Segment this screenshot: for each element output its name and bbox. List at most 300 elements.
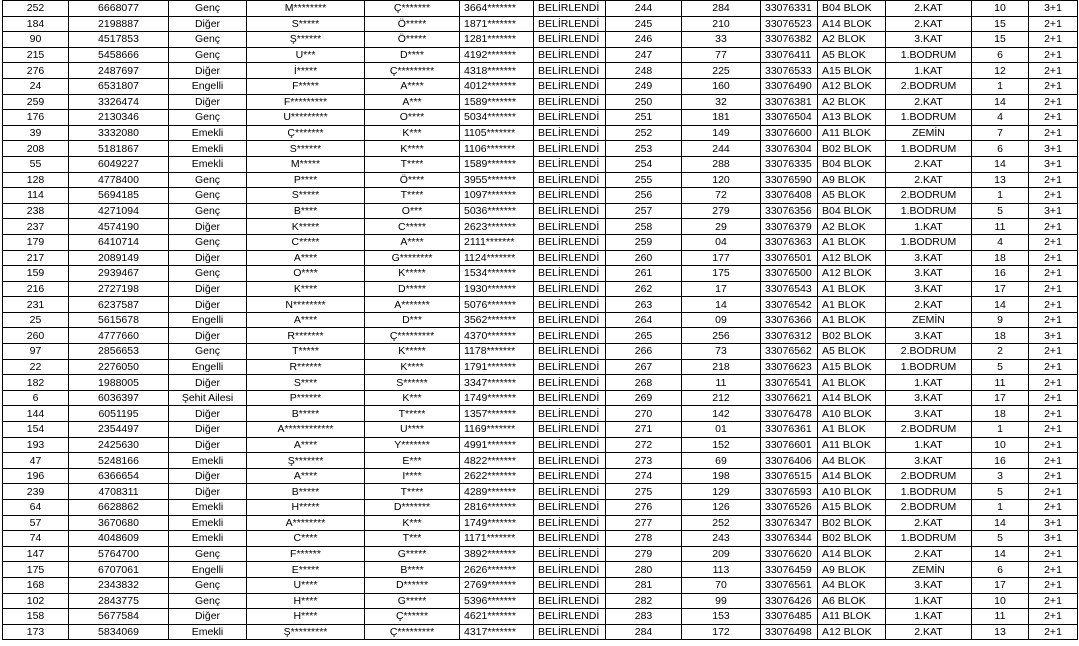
- table-row: [3, 47, 1078, 63]
- table-row: [3, 500, 1078, 516]
- cell-blok: A5 BLOK: [818, 188, 886, 204]
- cell-bagimsiz-bolum-no: 33076523: [761, 16, 818, 32]
- cell-ad: A************: [247, 422, 365, 438]
- cell-sira-no: 193: [3, 437, 69, 453]
- cell-konut-no: 288: [682, 156, 761, 172]
- cell-tc-no: 3955*******: [460, 172, 534, 188]
- cell-kura-sira: 278: [606, 531, 682, 547]
- cell-kat: 2.KAT: [886, 297, 972, 313]
- cell-kat: 1.KAT: [886, 593, 972, 609]
- cell-daire-no: 16: [972, 453, 1029, 469]
- cell-sira-no: 168: [3, 577, 69, 593]
- cell-konut-no: 252: [682, 515, 761, 531]
- cell-daire-no: 1: [972, 500, 1029, 516]
- cell-sira-no: 47: [3, 453, 69, 469]
- cell-sira-no: 158: [3, 609, 69, 625]
- cell-tc-no: 1871*******: [460, 16, 534, 32]
- cell-ad: A****: [247, 437, 365, 453]
- cell-blok: A9 BLOK: [818, 172, 886, 188]
- cell-tip: 3+1: [1029, 328, 1078, 344]
- cell-sira-no: 144: [3, 406, 69, 422]
- cell-basvuru-no: 2130346: [69, 110, 169, 126]
- table-row: [3, 63, 1078, 79]
- cell-tc-no: 1281*******: [460, 32, 534, 48]
- cell-kura-sira: 245: [606, 16, 682, 32]
- cell-durum: BELİRLENDİ: [534, 500, 606, 516]
- cell-durum: BELİRLENDİ: [534, 422, 606, 438]
- cell-kategori: Diğer: [169, 63, 247, 79]
- table-row: [3, 297, 1078, 313]
- cell-tc-no: 4289*******: [460, 484, 534, 500]
- cell-blok: A14 BLOK: [818, 546, 886, 562]
- cell-tc-no: 1930*******: [460, 281, 534, 297]
- cell-ad: Ş*********: [247, 624, 365, 640]
- cell-konut-no: 175: [682, 266, 761, 282]
- cell-basvuru-no: 6049227: [69, 156, 169, 172]
- cell-kat: 3.KAT: [886, 577, 972, 593]
- cell-kura-sira: 267: [606, 359, 682, 375]
- cell-konut-no: 209: [682, 546, 761, 562]
- cell-ad: Ç*******: [247, 125, 365, 141]
- cell-soyad: K*****: [365, 266, 460, 282]
- cell-bagimsiz-bolum-no: 33076344: [761, 531, 818, 547]
- cell-kat: 1.BODRUM: [886, 141, 972, 157]
- table-row: [3, 531, 1078, 547]
- cell-daire-no: 14: [972, 515, 1029, 531]
- cell-tip: 2+1: [1029, 562, 1078, 578]
- cell-durum: BELİRLENDİ: [534, 546, 606, 562]
- cell-blok: A9 BLOK: [818, 562, 886, 578]
- cell-daire-no: 14: [972, 94, 1029, 110]
- cell-basvuru-no: 6668077: [69, 1, 169, 17]
- cell-kategori: Genç: [169, 546, 247, 562]
- cell-kategori: Genç: [169, 234, 247, 250]
- cell-daire-no: 15: [972, 16, 1029, 32]
- cell-ad: U***: [247, 47, 365, 63]
- cell-konut-no: 212: [682, 390, 761, 406]
- cell-durum: BELİRLENDİ: [534, 328, 606, 344]
- cell-tc-no: 4012*******: [460, 78, 534, 94]
- cell-ad: N********: [247, 297, 365, 313]
- cell-kura-sira: 274: [606, 468, 682, 484]
- cell-kategori: Diğer: [169, 437, 247, 453]
- cell-soyad: G*****: [365, 546, 460, 562]
- cell-tip: 2+1: [1029, 188, 1078, 204]
- table-row: [3, 141, 1078, 157]
- cell-kat: 2.BODRUM: [886, 78, 972, 94]
- cell-ad: Ş******: [247, 32, 365, 48]
- cell-tip: 2+1: [1029, 78, 1078, 94]
- cell-blok: A14 BLOK: [818, 390, 886, 406]
- cell-daire-no: 14: [972, 156, 1029, 172]
- cell-daire-no: 9: [972, 312, 1029, 328]
- cell-kat: 1.KAT: [886, 437, 972, 453]
- cell-daire-no: 1: [972, 188, 1029, 204]
- cell-tc-no: 3347*******: [460, 375, 534, 391]
- cell-tc-no: 4318*******: [460, 63, 534, 79]
- cell-daire-no: 10: [972, 1, 1029, 17]
- cell-sira-no: 64: [3, 500, 69, 516]
- cell-bagimsiz-bolum-no: 33076562: [761, 344, 818, 360]
- cell-kategori: Diğer: [169, 468, 247, 484]
- cell-tc-no: 1097*******: [460, 188, 534, 204]
- table-row: [3, 609, 1078, 625]
- cell-daire-no: 10: [972, 437, 1029, 453]
- cell-bagimsiz-bolum-no: 33076347: [761, 515, 818, 531]
- cell-kategori: Emekli: [169, 515, 247, 531]
- cell-blok: A14 BLOK: [818, 468, 886, 484]
- cell-durum: BELİRLENDİ: [534, 94, 606, 110]
- cell-tc-no: 2816*******: [460, 500, 534, 516]
- cell-sira-no: 238: [3, 203, 69, 219]
- cell-tc-no: 5396*******: [460, 593, 534, 609]
- cell-basvuru-no: 6366654: [69, 468, 169, 484]
- table-row: [3, 577, 1078, 593]
- cell-basvuru-no: 4271094: [69, 203, 169, 219]
- cell-kura-sira: 261: [606, 266, 682, 282]
- cell-kura-sira: 259: [606, 234, 682, 250]
- cell-ad: B*****: [247, 484, 365, 500]
- cell-sira-no: 239: [3, 484, 69, 500]
- cell-durum: BELİRLENDİ: [534, 297, 606, 313]
- cell-kategori: Genç: [169, 1, 247, 17]
- cell-ad: K****: [247, 281, 365, 297]
- cell-tip: 2+1: [1029, 250, 1078, 266]
- cell-basvuru-no: 5677584: [69, 609, 169, 625]
- cell-soyad: K***: [365, 515, 460, 531]
- cell-durum: BELİRLENDİ: [534, 406, 606, 422]
- cell-tc-no: 2623*******: [460, 219, 534, 235]
- cell-kat: 2.BODRUM: [886, 344, 972, 360]
- cell-kura-sira: 244: [606, 1, 682, 17]
- table-row: [3, 593, 1078, 609]
- cell-kura-sira: 270: [606, 406, 682, 422]
- cell-kat: 2.KAT: [886, 156, 972, 172]
- cell-daire-no: 13: [972, 172, 1029, 188]
- cell-kategori: Emekli: [169, 500, 247, 516]
- cell-blok: A1 BLOK: [818, 297, 886, 313]
- cell-ad: A****: [247, 468, 365, 484]
- cell-durum: BELİRLENDİ: [534, 156, 606, 172]
- cell-durum: BELİRLENDİ: [534, 203, 606, 219]
- cell-sira-no: 102: [3, 593, 69, 609]
- cell-tip: 2+1: [1029, 390, 1078, 406]
- cell-sira-no: 24: [3, 78, 69, 94]
- cell-sira-no: 39: [3, 125, 69, 141]
- cell-soyad: I****: [365, 468, 460, 484]
- cell-kat: 2.BODRUM: [886, 468, 972, 484]
- cell-blok: A14 BLOK: [818, 16, 886, 32]
- table-row: [3, 188, 1078, 204]
- cell-ad: S******: [247, 141, 365, 157]
- cell-sira-no: 175: [3, 562, 69, 578]
- cell-durum: BELİRLENDİ: [534, 609, 606, 625]
- cell-kat: 2.KAT: [886, 546, 972, 562]
- cell-tip: 3+1: [1029, 515, 1078, 531]
- cell-bagimsiz-bolum-no: 33076541: [761, 375, 818, 391]
- cell-konut-no: 73: [682, 344, 761, 360]
- cell-kura-sira: 252: [606, 125, 682, 141]
- cell-tip: 2+1: [1029, 359, 1078, 375]
- cell-kategori: Engelli: [169, 312, 247, 328]
- cell-basvuru-no: 5458666: [69, 47, 169, 63]
- cell-ad: R******: [247, 359, 365, 375]
- cell-soyad: D***: [365, 312, 460, 328]
- cell-kategori: Diğer: [169, 16, 247, 32]
- cell-sira-no: 159: [3, 266, 69, 282]
- cell-tc-no: 3892*******: [460, 546, 534, 562]
- cell-kategori: Diğer: [169, 609, 247, 625]
- cell-tip: 3+1: [1029, 141, 1078, 157]
- cell-konut-no: 210: [682, 16, 761, 32]
- cell-blok: A12 BLOK: [818, 78, 886, 94]
- cell-basvuru-no: 4048609: [69, 531, 169, 547]
- cell-konut-no: 225: [682, 63, 761, 79]
- cell-durum: BELİRLENDİ: [534, 47, 606, 63]
- cell-ad: A****: [247, 250, 365, 266]
- cell-basvuru-no: 2425630: [69, 437, 169, 453]
- cell-ad: İ*****: [247, 63, 365, 79]
- cell-kategori: Diğer: [169, 281, 247, 297]
- cell-kat: 1.KAT: [886, 375, 972, 391]
- cell-tip: 2+1: [1029, 437, 1078, 453]
- cell-soyad: K****: [365, 141, 460, 157]
- cell-tc-no: 4621*******: [460, 609, 534, 625]
- cell-tc-no: 1357*******: [460, 406, 534, 422]
- cell-konut-no: 256: [682, 328, 761, 344]
- cell-kura-sira: 284: [606, 624, 682, 640]
- cell-basvuru-no: 3670680: [69, 515, 169, 531]
- cell-durum: BELİRLENDİ: [534, 437, 606, 453]
- cell-kura-sira: 269: [606, 390, 682, 406]
- cell-blok: A2 BLOK: [818, 32, 886, 48]
- cell-durum: BELİRLENDİ: [534, 359, 606, 375]
- cell-konut-no: 09: [682, 312, 761, 328]
- cell-daire-no: 13: [972, 624, 1029, 640]
- cell-daire-no: 6: [972, 562, 1029, 578]
- cell-durum: BELİRLENDİ: [534, 390, 606, 406]
- cell-konut-no: 01: [682, 422, 761, 438]
- cell-tc-no: 5034*******: [460, 110, 534, 126]
- table-row: [3, 422, 1078, 438]
- table-row: [3, 375, 1078, 391]
- cell-konut-no: 29: [682, 219, 761, 235]
- cell-durum: BELİRLENDİ: [534, 515, 606, 531]
- cell-sira-no: 173: [3, 624, 69, 640]
- cell-soyad: T****: [365, 188, 460, 204]
- cell-tip: 2+1: [1029, 468, 1078, 484]
- cell-kat: 3.KAT: [886, 453, 972, 469]
- cell-blok: A2 BLOK: [818, 94, 886, 110]
- cell-tip: 2+1: [1029, 577, 1078, 593]
- cell-konut-no: 17: [682, 281, 761, 297]
- cell-ad: H*****: [247, 500, 365, 516]
- cell-durum: BELİRLENDİ: [534, 577, 606, 593]
- cell-kategori: Emekli: [169, 453, 247, 469]
- cell-konut-no: 218: [682, 359, 761, 375]
- cell-blok: B02 BLOK: [818, 328, 886, 344]
- table-row: [3, 546, 1078, 562]
- cell-soyad: E***: [365, 453, 460, 469]
- cell-soyad: Ö****: [365, 172, 460, 188]
- cell-ad: B*****: [247, 406, 365, 422]
- cell-durum: BELİRLENDİ: [534, 125, 606, 141]
- cell-kat: 1.BODRUM: [886, 203, 972, 219]
- cell-tip: 2+1: [1029, 406, 1078, 422]
- cell-sira-no: 147: [3, 546, 69, 562]
- cell-ad: O****: [247, 266, 365, 282]
- cell-sira-no: 97: [3, 344, 69, 360]
- cell-daire-no: 4: [972, 110, 1029, 126]
- cell-kat: 2.BODRUM: [886, 500, 972, 516]
- cell-sira-no: 176: [3, 110, 69, 126]
- cell-bagimsiz-bolum-no: 33076406: [761, 453, 818, 469]
- cell-daire-no: 17: [972, 281, 1029, 297]
- cell-tip: 2+1: [1029, 624, 1078, 640]
- cell-kat: 2.KAT: [886, 624, 972, 640]
- cell-sira-no: 179: [3, 234, 69, 250]
- cell-bagimsiz-bolum-no: 33076381: [761, 94, 818, 110]
- cell-ad: F*********: [247, 94, 365, 110]
- table-row: [3, 156, 1078, 172]
- cell-tip: 2+1: [1029, 47, 1078, 63]
- cell-kat: 3.KAT: [886, 281, 972, 297]
- cell-tc-no: 1171*******: [460, 531, 534, 547]
- cell-durum: BELİRLENDİ: [534, 312, 606, 328]
- cell-tc-no: 2111*******: [460, 234, 534, 250]
- cell-daire-no: 14: [972, 546, 1029, 562]
- cell-tip: 3+1: [1029, 531, 1078, 547]
- cell-kura-sira: 263: [606, 297, 682, 313]
- cell-kategori: Engelli: [169, 562, 247, 578]
- cell-durum: BELİRLENDİ: [534, 234, 606, 250]
- cell-soyad: G*****: [365, 593, 460, 609]
- cell-kategori: Genç: [169, 110, 247, 126]
- cell-durum: BELİRLENDİ: [534, 562, 606, 578]
- cell-daire-no: 11: [972, 219, 1029, 235]
- cell-blok: A11 BLOK: [818, 609, 886, 625]
- cell-basvuru-no: 2487697: [69, 63, 169, 79]
- cell-basvuru-no: 4778400: [69, 172, 169, 188]
- table-row: [3, 110, 1078, 126]
- cell-daire-no: 15: [972, 32, 1029, 48]
- cell-kategori: Genç: [169, 47, 247, 63]
- cell-tip: 2+1: [1029, 16, 1078, 32]
- cell-soyad: O****: [365, 110, 460, 126]
- cell-daire-no: 12: [972, 63, 1029, 79]
- cell-konut-no: 126: [682, 500, 761, 516]
- cell-basvuru-no: 6036397: [69, 390, 169, 406]
- cell-tc-no: 1791*******: [460, 359, 534, 375]
- cell-basvuru-no: 6707061: [69, 562, 169, 578]
- cell-bagimsiz-bolum-no: 33076543: [761, 281, 818, 297]
- cell-tc-no: 1124*******: [460, 250, 534, 266]
- cell-kategori: Diğer: [169, 422, 247, 438]
- table-row: [3, 406, 1078, 422]
- cell-daire-no: 18: [972, 250, 1029, 266]
- cell-konut-no: 153: [682, 609, 761, 625]
- cell-blok: A5 BLOK: [818, 344, 886, 360]
- cell-soyad: Ö*****: [365, 32, 460, 48]
- cell-kura-sira: 256: [606, 188, 682, 204]
- cell-kura-sira: 247: [606, 47, 682, 63]
- cell-daire-no: 10: [972, 593, 1029, 609]
- cell-ad: S*****: [247, 188, 365, 204]
- cell-daire-no: 5: [972, 359, 1029, 375]
- cell-ad: B****: [247, 203, 365, 219]
- table-row: [3, 312, 1078, 328]
- cell-daire-no: 5: [972, 484, 1029, 500]
- cell-durum: BELİRLENDİ: [534, 188, 606, 204]
- results-sheet: [2, 0, 1078, 640]
- cell-tip: 2+1: [1029, 546, 1078, 562]
- cell-sira-no: 216: [3, 281, 69, 297]
- cell-soyad: D****: [365, 47, 460, 63]
- cell-bagimsiz-bolum-no: 33076379: [761, 219, 818, 235]
- cell-kura-sira: 254: [606, 156, 682, 172]
- table-row: [3, 16, 1078, 32]
- cell-soyad: U****: [365, 422, 460, 438]
- cell-soyad: A****: [365, 78, 460, 94]
- cell-tc-no: 5036*******: [460, 203, 534, 219]
- cell-tip: 2+1: [1029, 172, 1078, 188]
- cell-kura-sira: 248: [606, 63, 682, 79]
- cell-soyad: K*****: [365, 344, 460, 360]
- cell-kat: 1.BODRUM: [886, 110, 972, 126]
- cell-ad: S****: [247, 375, 365, 391]
- cell-konut-no: 244: [682, 141, 761, 157]
- cell-kat: 3.KAT: [886, 328, 972, 344]
- cell-sira-no: 196: [3, 468, 69, 484]
- cell-tip: 2+1: [1029, 281, 1078, 297]
- cell-kat: 3.KAT: [886, 266, 972, 282]
- cell-kat: 1.BODRUM: [886, 531, 972, 547]
- cell-tip: 2+1: [1029, 32, 1078, 48]
- table-row: [3, 281, 1078, 297]
- cell-kura-sira: 260: [606, 250, 682, 266]
- cell-tip: 2+1: [1029, 453, 1078, 469]
- cell-konut-no: 32: [682, 94, 761, 110]
- cell-daire-no: 18: [972, 328, 1029, 344]
- cell-sira-no: 55: [3, 156, 69, 172]
- table-row: [3, 437, 1078, 453]
- table-row: [3, 468, 1078, 484]
- cell-tc-no: 1106*******: [460, 141, 534, 157]
- cell-kura-sira: 265: [606, 328, 682, 344]
- cell-bagimsiz-bolum-no: 33076504: [761, 110, 818, 126]
- cell-tc-no: 3562*******: [460, 312, 534, 328]
- cell-kategori: Genç: [169, 172, 247, 188]
- cell-sira-no: 128: [3, 172, 69, 188]
- cell-blok: A5 BLOK: [818, 47, 886, 63]
- cell-daire-no: 1: [972, 78, 1029, 94]
- cell-bagimsiz-bolum-no: 33076526: [761, 500, 818, 516]
- cell-daire-no: 5: [972, 531, 1029, 547]
- cell-kategori: Engelli: [169, 78, 247, 94]
- table-row: [3, 390, 1078, 406]
- cell-sira-no: 276: [3, 63, 69, 79]
- cell-kategori: Diğer: [169, 328, 247, 344]
- cell-bagimsiz-bolum-no: 33076411: [761, 47, 818, 63]
- cell-kategori: Diğer: [169, 484, 247, 500]
- cell-bagimsiz-bolum-no: 33076426: [761, 593, 818, 609]
- cell-blok: B04 BLOK: [818, 156, 886, 172]
- cell-ad: U****: [247, 577, 365, 593]
- cell-bagimsiz-bolum-no: 33076500: [761, 266, 818, 282]
- cell-ad: U*********: [247, 110, 365, 126]
- cell-kura-sira: 268: [606, 375, 682, 391]
- cell-blok: A11 BLOK: [818, 437, 886, 453]
